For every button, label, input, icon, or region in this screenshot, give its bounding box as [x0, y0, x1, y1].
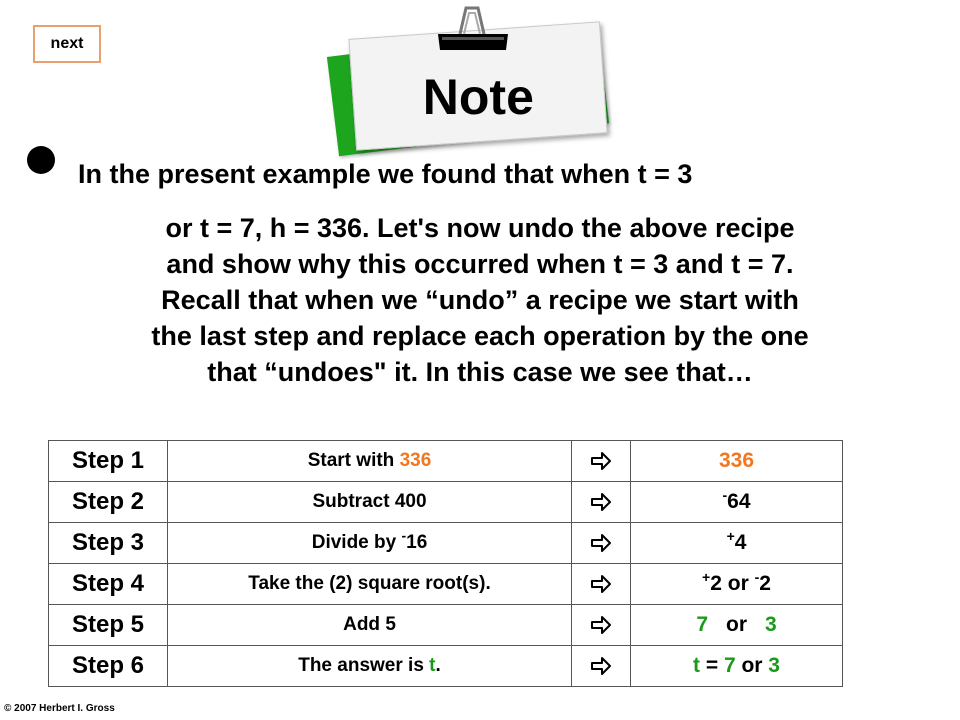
step-label: Step 3 — [49, 523, 168, 564]
arrow-cell — [572, 441, 631, 482]
paragraph-line: that “undoes" it. In this case we see that… — [207, 357, 753, 387]
table-row — [49, 605, 843, 646]
right-arrow-icon — [590, 574, 612, 594]
step-result: t = 7 or 3 — [631, 646, 843, 687]
right-arrow-icon — [590, 451, 612, 471]
step-operation: Start with 336 — [168, 441, 572, 482]
step-result: 7 or 3 — [631, 605, 843, 646]
paragraph-line: or t = 7, h = 336. Let's now undo the above recipe — [165, 213, 795, 243]
right-arrow-icon — [590, 492, 612, 512]
paragraph-line: Recall that when we “undo” a recipe we start with — [161, 285, 799, 315]
step-operation: The answer is t. — [168, 646, 572, 687]
table-row — [49, 564, 843, 605]
steps-table — [48, 440, 843, 687]
table-row — [49, 646, 843, 687]
paragraph-line: the last step and replace each operation by the one — [151, 321, 809, 351]
arrow-cell — [572, 564, 631, 605]
table-row — [49, 482, 843, 523]
paragraph-line: and show why this occurred when t = 3 and t = 7. — [166, 249, 794, 279]
next-button[interactable]: next — [33, 25, 101, 63]
right-arrow-icon — [590, 533, 612, 553]
right-arrow-icon — [590, 615, 612, 635]
arrow-cell — [572, 482, 631, 523]
copyright-notice: © 2007 Herbert I. Gross — [4, 703, 115, 714]
step-result: +2 or -2 — [631, 564, 843, 605]
paragraph-body — [0, 210, 960, 390]
table-row — [49, 441, 843, 482]
step-result: +4 — [631, 523, 843, 564]
table-row — [49, 523, 843, 564]
arrow-cell — [572, 605, 631, 646]
step-operation: Take the (2) square root(s). — [168, 564, 572, 605]
step-operation: Subtract 400 — [168, 482, 572, 523]
step-operation: Add 5 — [168, 605, 572, 646]
step-label: Step 5 — [49, 605, 168, 646]
binder-clip-icon — [436, 4, 510, 52]
arrow-cell — [572, 646, 631, 687]
step-result: -64 — [631, 482, 843, 523]
bullet-point — [27, 146, 55, 174]
right-arrow-icon — [590, 656, 612, 676]
paragraph-first-line: In the present example we found that when t = 3 — [78, 159, 693, 189]
step-label: Step 1 — [49, 441, 168, 482]
step-operation: Divide by -16 — [168, 523, 572, 564]
step-result: 336 — [631, 441, 843, 482]
arrow-cell — [572, 523, 631, 564]
step-label: Step 2 — [49, 482, 168, 523]
note-title: Note — [423, 68, 535, 125]
step-label: Step 4 — [49, 564, 168, 605]
step-label: Step 6 — [49, 646, 168, 687]
